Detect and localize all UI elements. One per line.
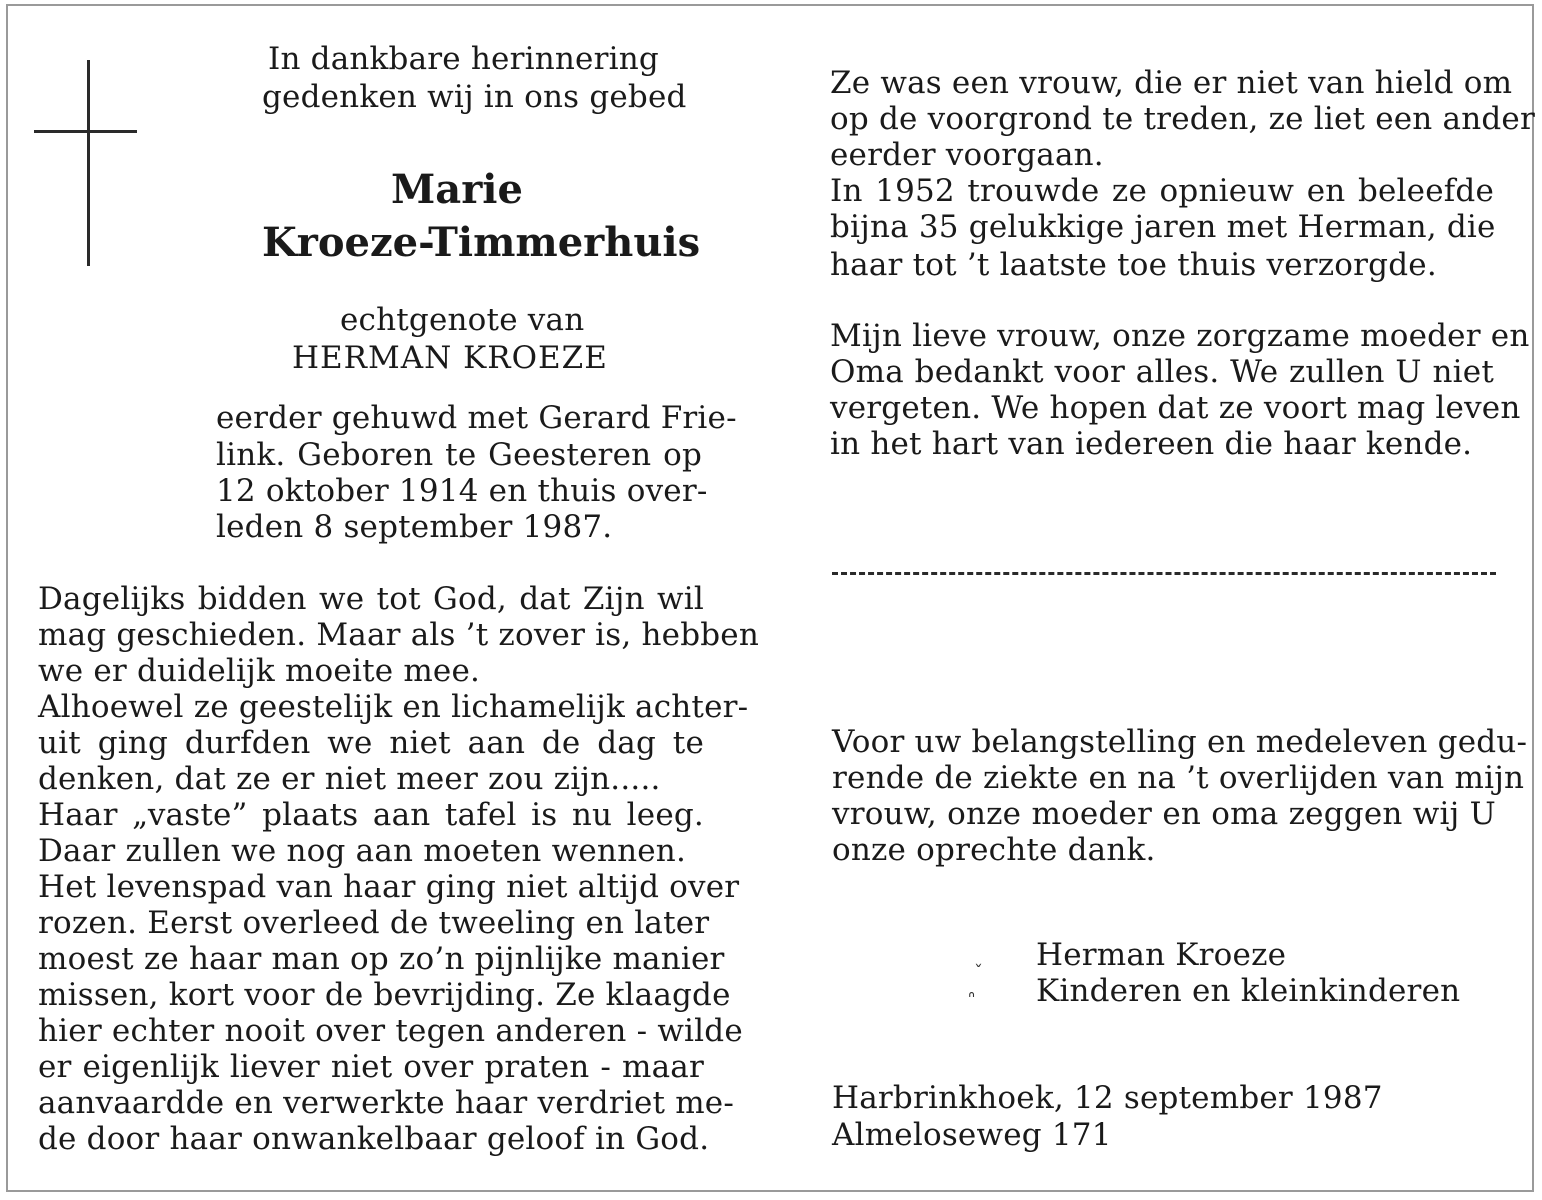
spouse-name: HERMAN KROEZE: [292, 340, 608, 376]
left-text-line: hier echter nooit over tegen anderen - wilde: [38, 1013, 743, 1049]
right-text-line: Ze was een vrouw, die er niet van hield om: [830, 65, 1513, 101]
left-text-line: Haar „vaste” plaats aan tafel is nu leeg.: [38, 797, 704, 833]
right-text-line: Oma bedankt voor alles. We zullen U niet: [830, 354, 1494, 390]
left-text-line: de door haar onwankelbaar geloof in God.: [38, 1121, 710, 1157]
left-text-line: rozen. Eerst overleed de tweeling en later: [38, 905, 710, 941]
thanks-line: Voor uw belangstelling en medeleven gedu-: [832, 724, 1528, 760]
right-text-line: eerder voorgaan.: [830, 137, 1104, 173]
signature-family: Kinderen en kleinkinderen: [1036, 973, 1461, 1009]
last-name: Kroeze-Timmerhuis: [262, 219, 701, 266]
left-text-line: Het levenspad van haar ging niet altijd over: [38, 869, 740, 905]
thanks-line: onze oprechte dank.: [832, 832, 1156, 868]
header-line-1: In dankbare herinnering: [268, 41, 659, 77]
left-text-line: er eigenlijk liever niet over praten - maar: [38, 1049, 704, 1085]
right-text-line: vergeten. We hopen dat ze voort mag leven: [830, 390, 1521, 426]
ink-speck-icon: ˇ: [974, 962, 983, 983]
spouse-label: echtgenote van: [340, 302, 585, 338]
left-text-line: mag geschieden. Maar als ’t zover is, hebben: [38, 617, 759, 653]
street-address: Almeloseweg 171: [832, 1117, 1112, 1153]
left-text-line: moest ze haar man op zo’n pijnlijke manier: [38, 941, 725, 977]
bio-line: eerder gehuwd met Gerard Frie-: [216, 400, 737, 436]
place-date: Harbrinkhoek, 12 september 1987: [832, 1080, 1383, 1116]
right-text-line: in het hart van iedereen die haar kende.: [830, 426, 1473, 462]
left-text-line: Dagelijks bidden we tot God, dat Zijn wil: [38, 581, 704, 617]
right-text-line: op de voorgrond te treden, ze liet een ander: [830, 101, 1535, 137]
left-text-line: we er duidelijk moeite mee.: [38, 653, 481, 689]
header-line-2: gedenken wij in ons gebed: [262, 79, 687, 115]
bio-line: 12 oktober 1914 en thuis over-: [216, 473, 708, 509]
right-text-line: Mijn lieve vrouw, onze zorgzame moeder en: [830, 318, 1530, 354]
dashed-cut-line: [832, 572, 1496, 575]
ink-speck-icon: ᐢ: [968, 988, 976, 1009]
signature-name: Herman Kroeze: [1036, 937, 1287, 973]
left-text-line: denken, dat ze er niet meer zou zijn.....: [38, 761, 661, 797]
right-text-line: bijna 35 gelukkige jaren met Herman, die: [830, 209, 1496, 245]
left-text-line: Alhoewel ze geestelijk en lichamelijk achter-: [38, 689, 749, 725]
right-text-line: In 1952 trouwde ze opnieuw en beleefde: [830, 173, 1494, 209]
left-text-line: aanvaardde en verwerkte haar verdriet me-: [38, 1085, 735, 1121]
thanks-line: rende de ziekte en na ’t overlijden van mijn: [832, 760, 1525, 796]
left-text-line: Daar zullen we nog aan moeten wennen.: [38, 833, 687, 869]
left-text-line: uit ging durfden we niet aan de dag te: [38, 725, 704, 761]
right-text-line: haar tot ’t laatste toe thuis verzorgde.: [830, 247, 1437, 283]
bio-line: link. Geboren te Geesteren op: [216, 437, 702, 473]
first-name: Marie: [391, 166, 523, 213]
thanks-line: vrouw, onze moeder en oma zeggen wij U: [832, 796, 1496, 832]
bio-line: leden 8 september 1987.: [216, 509, 613, 545]
left-text-line: missen, kort voor de bevrijding. Ze klaagde: [38, 977, 731, 1013]
